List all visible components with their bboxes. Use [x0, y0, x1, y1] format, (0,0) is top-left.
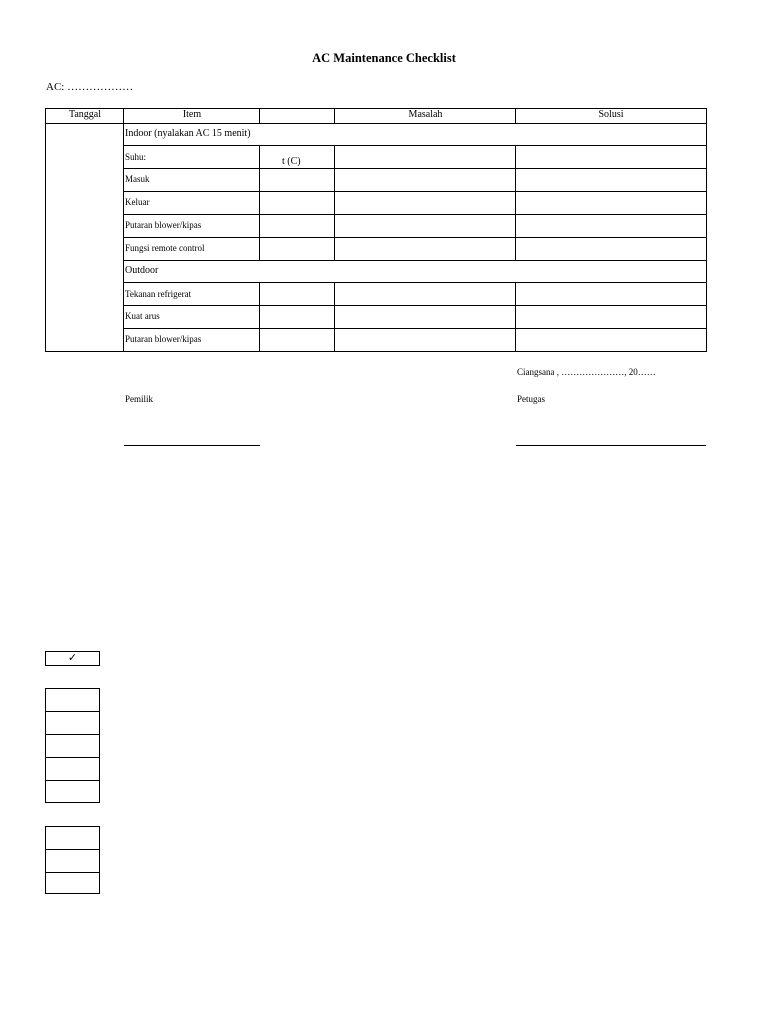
table-rule [515, 145, 516, 260]
header-item: Item [182, 109, 202, 120]
ac-label: AC: ……………… [46, 81, 134, 93]
table-rule [334, 145, 335, 260]
table-rule [45, 108, 707, 109]
table-rule [124, 305, 707, 306]
table-rule [124, 145, 707, 146]
checkbox[interactable] [45, 734, 100, 758]
table-rule [334, 282, 335, 351]
checkbox[interactable] [45, 872, 100, 894]
officer-label: Petugas [517, 394, 545, 404]
header-solusi: Solusi [598, 109, 624, 120]
item-tekanan: Tekanan refrigerat [125, 289, 192, 299]
table-rule [124, 191, 707, 192]
page-title: AC Maintenance Checklist [312, 51, 456, 65]
header-masalah: Masalah [408, 109, 443, 120]
table-rule [706, 108, 707, 352]
checkbox[interactable] [45, 757, 100, 781]
item-remote: Fungsi remote control [125, 243, 205, 253]
table-rule [124, 260, 707, 261]
place-date: Ciangsana , …………………, 20…… [517, 367, 656, 377]
table-rule [124, 328, 707, 329]
section-indoor: Indoor (nyalakan AC 15 menit) [125, 128, 251, 139]
table-rule [123, 108, 124, 352]
table-rule [45, 108, 46, 352]
table-rule [515, 108, 516, 123]
table-rule [124, 214, 707, 215]
table-rule [124, 168, 707, 169]
checkbox[interactable] [45, 826, 100, 850]
item-suhu: Suhu: [125, 152, 147, 162]
table-rule [259, 145, 260, 260]
table-rule [124, 282, 707, 283]
item-keluar: Keluar [125, 197, 150, 207]
checkbox[interactable] [45, 780, 100, 803]
table-rule [45, 123, 707, 124]
table-rule [45, 351, 707, 352]
officer-signature-line [516, 445, 706, 446]
unit-suhu: t (C) [282, 156, 301, 167]
item-masuk: Masuk [125, 174, 150, 184]
checkbox[interactable] [45, 849, 100, 873]
table-rule [259, 282, 260, 351]
table-rule [124, 237, 707, 238]
item-kuat-arus: Kuat arus [125, 311, 160, 321]
owner-signature-line [124, 445, 260, 446]
checkbox[interactable] [45, 688, 100, 712]
owner-label: Pemilik [125, 394, 154, 404]
header-tanggal: Tanggal [68, 109, 102, 120]
checkbox[interactable] [45, 711, 100, 735]
table-rule [515, 282, 516, 351]
table-rule [259, 108, 260, 123]
table-rule [334, 108, 335, 123]
section-outdoor: Outdoor [125, 265, 159, 276]
item-putaran-outdoor: Putaran blower/kipas [125, 334, 202, 344]
check-mark: ✓ [67, 651, 78, 664]
item-putaran-indoor: Putaran blower/kipas [125, 220, 202, 230]
